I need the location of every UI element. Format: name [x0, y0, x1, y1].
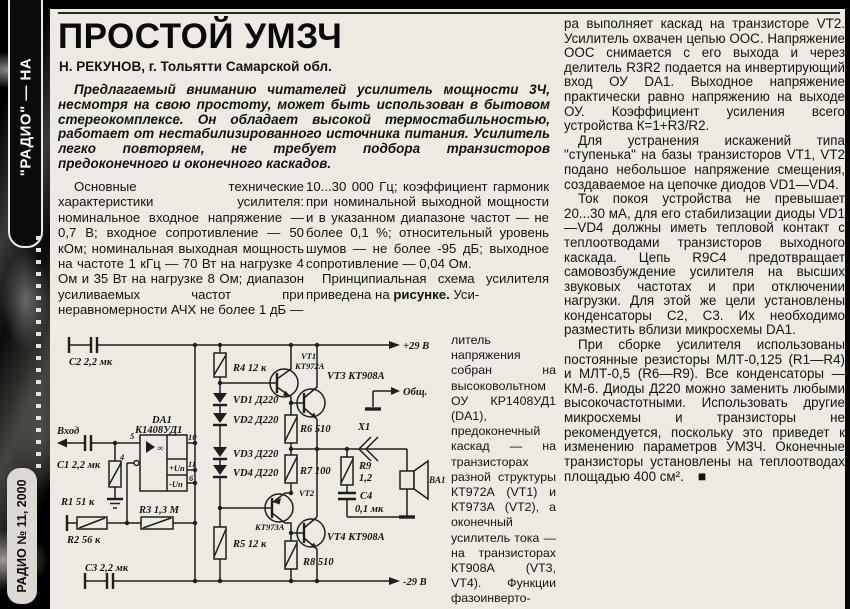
pin4-label: 4	[120, 452, 125, 462]
input-label: Вход	[57, 426, 80, 437]
r5-label: R5 12 к	[233, 539, 267, 550]
u-plus-label: +Uп	[169, 463, 185, 473]
x1-label: X1	[358, 422, 371, 433]
u-minus-label: -Uп	[169, 479, 183, 489]
vt1-type-label: КТ972А	[295, 361, 325, 371]
c4-value-label: 0,1 мк	[355, 504, 384, 515]
paragraph-feedback: ра выполняет каскад на транзисторе VT2. Усилитель охвачен цепью ООС. Напряжение ООС снимается с его выхода и через делитель R3R2 подается на инвертирующий вход ОУ DA1. Выходное напряжение практически равно напряжению на выходе ОУ. Коэффициент усиления всего устройства К=1+R3/R2.	[564, 17, 845, 134]
schematic-svg	[55, 331, 457, 607]
vd2-label: VD2 Д220	[233, 415, 279, 426]
figure-reference: рисунке.	[393, 286, 450, 302]
vt2-type-label: КТ973А	[255, 522, 285, 532]
vd3-label: VD3 Д220	[233, 449, 279, 460]
magazine-section-label: "РАДИО" — НА	[17, 57, 34, 177]
vt4-label: VT4 КТ908А	[327, 532, 385, 543]
r4-label: R4 12 к	[233, 363, 267, 374]
top-rule	[58, 12, 840, 14]
c4-name-label: C4	[360, 491, 373, 502]
r8-label: R8 510	[303, 557, 334, 568]
plus-rail-label: +29 В	[403, 341, 430, 352]
c1-label: C1 2,2 мк	[57, 460, 101, 471]
paragraph-bias: Для устранения искажений типа "ступенька" на базы транзисторов VT1, VT2 подано небольшое напряжение смещения, создаваемое на цепочке диодов VD1—VD4.	[564, 132, 845, 192]
vd4-label: VD4 Д220	[233, 468, 279, 479]
r7-label: R7 100	[300, 466, 331, 477]
pin6-label: 6	[189, 473, 194, 483]
c3-label: C3 2,2 мк	[85, 563, 129, 574]
column-2	[306, 179, 549, 333]
article-author: Н. РЕКУНОВ, г. Тольятти Самарской обл.	[59, 59, 332, 74]
vt1-name-label: VT1	[301, 351, 317, 361]
minus-rail-label: -29 В	[403, 577, 427, 588]
vt2-name-label: VT2	[299, 488, 315, 498]
r6-label: R6 510	[300, 424, 331, 435]
vt3-label: VT3 КТ908А	[327, 371, 385, 382]
specs-paragraph: Основные технические характеристики усилителя: номинальное входное напряжение — 0,7 В; входное сопротивление — 50 кОм; номинальная выходная мощность на частоте 1 кГц — 70 Вт на нагрузке 4 Ом и 35 Вт на нагрузке 8 Ом; диапазон усиливаемых частот при неравномерности АЧХ не более 1 дБ —	[58, 179, 304, 318]
common-label: Общ.	[403, 387, 428, 398]
r1-label: R1 51 к	[61, 497, 95, 508]
magazine-section-banner	[8, 0, 43, 248]
r3-label: R3 1,3 М	[139, 505, 179, 516]
pin10-label: 10	[188, 432, 197, 442]
magazine-issue-label: РАДИО № 11, 2000	[15, 479, 29, 593]
column-3	[564, 17, 845, 606]
schematic-intro-pre: Принципиальная схема усилителя приведена на	[306, 271, 549, 302]
schematic-intro-post: Уси-	[449, 286, 480, 302]
c2-label: C2 2,2 мк	[69, 357, 113, 368]
pin11-label: 11	[188, 459, 197, 469]
article-lede: Предлагаемый вниманию читателей усилитель мощности 3Ч, несмотря на свою простоту, может быть использован в бытовом стереокомплексе. Он обладает высокой термостабильностью, работает от нестабилизированного источника питания. Усилитель легко повторяем, не требует подбора транзисторов предоконечного и оконечного каскадов.	[58, 83, 550, 171]
schematic-intro-paragraph	[306, 271, 549, 302]
pin5-label: 5	[130, 431, 135, 441]
specs-paragraph-cont: 10...30 000 Гц; коэффициент гармоник при номинальной выходной мощности и в указанном диапазоне частот — не более 0,1 %; относительный уровень шумов — не более -95 дБ; выходное сопротивление — 0,04 Ом.	[306, 179, 549, 272]
circuit-schematic	[55, 331, 457, 607]
dotted-divider	[36, 236, 41, 468]
r9-name-label: R9	[359, 461, 372, 472]
da1-name-label: DA1	[152, 415, 172, 426]
assembly-text: При сборке усилителя использованы постоянные резисторы МЛТ-0,125 (R1—R4) и МЛТ-0,5 (R6—R9). Все конденсаторы — КМ-6. Диоды Д220 можно заменить любыми высокочастотными. Использовать другие микросхемы и транзисторы не рекомендуется, поскольку это приведет к изменению параметров УМЗЧ. Оконечные транзисторы установлены на теплоотводах площадью 400 см².	[564, 337, 845, 485]
r2-label: R2 56 к	[67, 535, 101, 546]
article-page	[50, 9, 850, 609]
column-1	[58, 179, 304, 333]
infinity-gain-symbol: ∞	[157, 443, 164, 453]
ba1-label: BA1	[429, 475, 446, 485]
da1-type-label: К1408УД1	[135, 425, 183, 436]
paragraph-quiescent: Ток покоя устройства не превышает 20...30 мА, для его стабилизации диоды VD1—VD4 должны иметь тепловой контакт с теплоотводами транзисторов выходного каскада. Цепь R9C4 предотвращает самовозбуждение усилителя на высших звуковых частотах и при отключении нагрузки. Для этой же цели установлены конденсаторы С2, С3. Их необходимо разместить вблизи микросхемы DA1.	[564, 191, 845, 338]
magazine-issue-banner	[7, 468, 37, 604]
r9-value-label: 1,2	[359, 473, 373, 484]
end-of-article-mark: ■	[697, 468, 707, 485]
schematic-description: литель напряжения собран на высоковольтном ОУ КР1408УД1 (DA1), предоконечный каскад — на транзисторах разной структуры КТ972А (VT1) и КТ973А (VT2), а оконечный усилитель тока — на транзисторах КТ908А (VT3, VT4). Функции фазоинверто-	[451, 333, 556, 605]
paragraph-assembly	[564, 338, 845, 485]
column-2-narrow	[451, 333, 556, 605]
vd1-label: VD1 Д220	[233, 395, 279, 406]
left-photo-strip	[0, 0, 50, 609]
article-title: ПРОСТОЙ УМЗЧ	[58, 17, 343, 56]
